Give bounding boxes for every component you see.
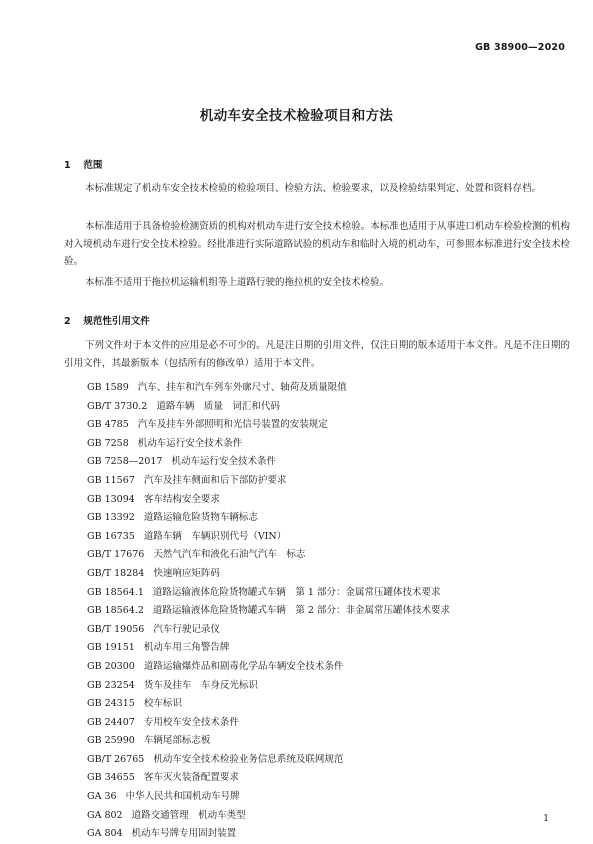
reference-item: [87, 825, 450, 844]
reference-item: [87, 379, 450, 398]
document-title: 机动车安全技术检验项目和方法: [199, 108, 394, 124]
reference-item: [87, 732, 450, 751]
reference-item: [87, 769, 450, 788]
reference-code: GB 13094: [87, 493, 135, 505]
reference-title: 道路运输液体危险货物罐式车辆 第 2 部分：非金属常压罐体技术要求: [152, 605, 450, 617]
reference-code: GB 16735: [87, 530, 135, 542]
reference-code: GB 24407: [87, 716, 135, 728]
reference-item: [87, 751, 450, 770]
reference-code: GB 34655: [87, 772, 135, 784]
reference-title: 汽车及挂车外部照明和光信号装置的安装规定: [137, 419, 328, 431]
section-heading-scope: [64, 157, 102, 171]
section-number: 2: [64, 316, 71, 327]
reference-code: GB/T 3730.2: [87, 400, 148, 412]
section-number: 1: [64, 160, 71, 171]
reference-code: GB 20300: [87, 660, 135, 672]
reference-title: 道路交通管理 机动车类型: [131, 809, 246, 821]
reference-title: 机动车运行安全技术条件: [171, 456, 276, 468]
section-title: 范围: [83, 160, 103, 171]
reference-title: 车辆尾部标志板: [143, 735, 211, 747]
reference-item: [87, 695, 450, 714]
reference-title: 汽车行驶记录仪: [153, 623, 220, 635]
reference-code: GB/T 18284: [87, 567, 145, 579]
paragraph: 下列文件对于本文件的应用是必不可少的。凡是注日期的引用文件，仅注日期的版本适用于本文件。凡是不注日期的引用文件，其最新版本（包括所有的修改单）适用于本文件。: [64, 340, 570, 369]
reference-title: 专用校车安全技术条件: [143, 716, 239, 728]
reference-title: 客车灭火装备配置要求: [143, 772, 239, 784]
reference-code: GA 802: [87, 809, 123, 821]
reference-code: GB 4785: [87, 419, 129, 431]
reference-item: [87, 807, 450, 826]
reference-code: GB 13392: [87, 512, 135, 524]
page-number: 1: [543, 814, 549, 824]
reference-title: 机动车号牌专用固封装置: [131, 828, 237, 840]
reference-item: [87, 714, 450, 733]
reference-title: 快速响应矩阵码: [153, 567, 220, 579]
paragraph: 本标准不适用于拖拉机运输机组等上道路行驶的拖拉机的安全技术检验。: [85, 277, 390, 288]
reference-item: [87, 788, 450, 807]
reference-item: [87, 491, 450, 510]
reference-title: 道路车辆 车辆识别代号（VIN）: [143, 530, 287, 542]
reference-title: 道路运输液体危险货物罐式车辆 第 1 部分：金属常压罐体技术要求: [152, 586, 441, 598]
reference-item: [87, 398, 450, 417]
reference-item: [87, 565, 450, 584]
reference-code: GB 25990: [87, 735, 135, 747]
reference-title: 机动车安全技术检验业务信息系统及联网规范: [153, 753, 344, 765]
reference-title: 客车结构安全要求: [143, 493, 220, 505]
reference-item: [87, 509, 450, 528]
reference-list: [87, 379, 450, 844]
reference-item: [87, 677, 450, 696]
reference-title: 天然气汽车和液化石油气汽车 标志: [153, 549, 306, 561]
reference-item: [87, 435, 450, 454]
reference-title: 汽车、挂车和汽车列车外廓尺寸、轴荷及质量限值: [137, 382, 347, 393]
paragraph: 本标准适用于具备检验检测资质的机构对机动车进行安全技术检验。本标准也适用于从事进口机动车检验检测的机构对入境机动车进行安全技术检验。经批准进行实际道路试验的机动车和临时入境的机动车，可参照本标准进行安全技术检验。: [64, 221, 570, 268]
reference-title: 机动车运行安全技术条件: [137, 437, 243, 449]
reference-code: GB 18564.1: [87, 586, 144, 598]
reference-title: 道路运输危险货物车辆标志: [143, 512, 258, 524]
reference-title: 道路运输爆炸品和剧毒化学品车辆安全技术条件: [143, 660, 344, 672]
reference-item: [87, 528, 450, 547]
reference-title: 道路车辆 质量 词汇和代码: [156, 400, 280, 412]
reference-item: [87, 639, 450, 658]
reference-code: GB 7258: [87, 437, 129, 449]
section-heading-normative-references: [64, 313, 150, 327]
reference-code: GB 1589: [87, 382, 129, 393]
reference-code: GB 19151: [87, 642, 135, 654]
reference-title: 校车标识: [143, 698, 182, 710]
reference-title: 机动车用三角警告牌: [143, 642, 230, 654]
reference-item: [87, 546, 450, 565]
reference-code: GB/T 26765: [87, 753, 145, 765]
reference-code: GB 24315: [87, 698, 135, 710]
reference-item: [87, 658, 450, 677]
reference-code: GB 18564.2: [87, 605, 144, 617]
reference-code: GB 11567: [87, 474, 135, 486]
reference-item: [87, 472, 450, 491]
standard-code: GB 38900—2020: [475, 42, 565, 53]
reference-code: GB/T 17676: [87, 549, 145, 561]
reference-code: GB 7258—2017: [87, 456, 163, 468]
reference-code: GA 36: [87, 791, 117, 803]
section-title: 规范性引用文件: [83, 316, 150, 327]
reference-code: GB/T 19056: [87, 623, 145, 635]
reference-title: 货车及挂车 车身反光标识: [143, 679, 258, 691]
reference-title: 中华人民共和国机动车号牌: [125, 791, 240, 803]
reference-code: GA 804: [87, 828, 123, 840]
reference-code: GB 23254: [87, 679, 135, 691]
reference-item: [87, 416, 450, 435]
reference-item: [87, 453, 450, 472]
reference-item: [87, 584, 450, 603]
reference-item: [87, 602, 450, 621]
reference-item: [87, 621, 450, 640]
paragraph: 本标准规定了机动车安全技术检验的检验项目、检验方法、检验要求，以及检验结果判定、处置和资料存档。: [85, 183, 542, 194]
reference-title: 汽车及挂车侧面和后下部防护要求: [143, 474, 287, 486]
